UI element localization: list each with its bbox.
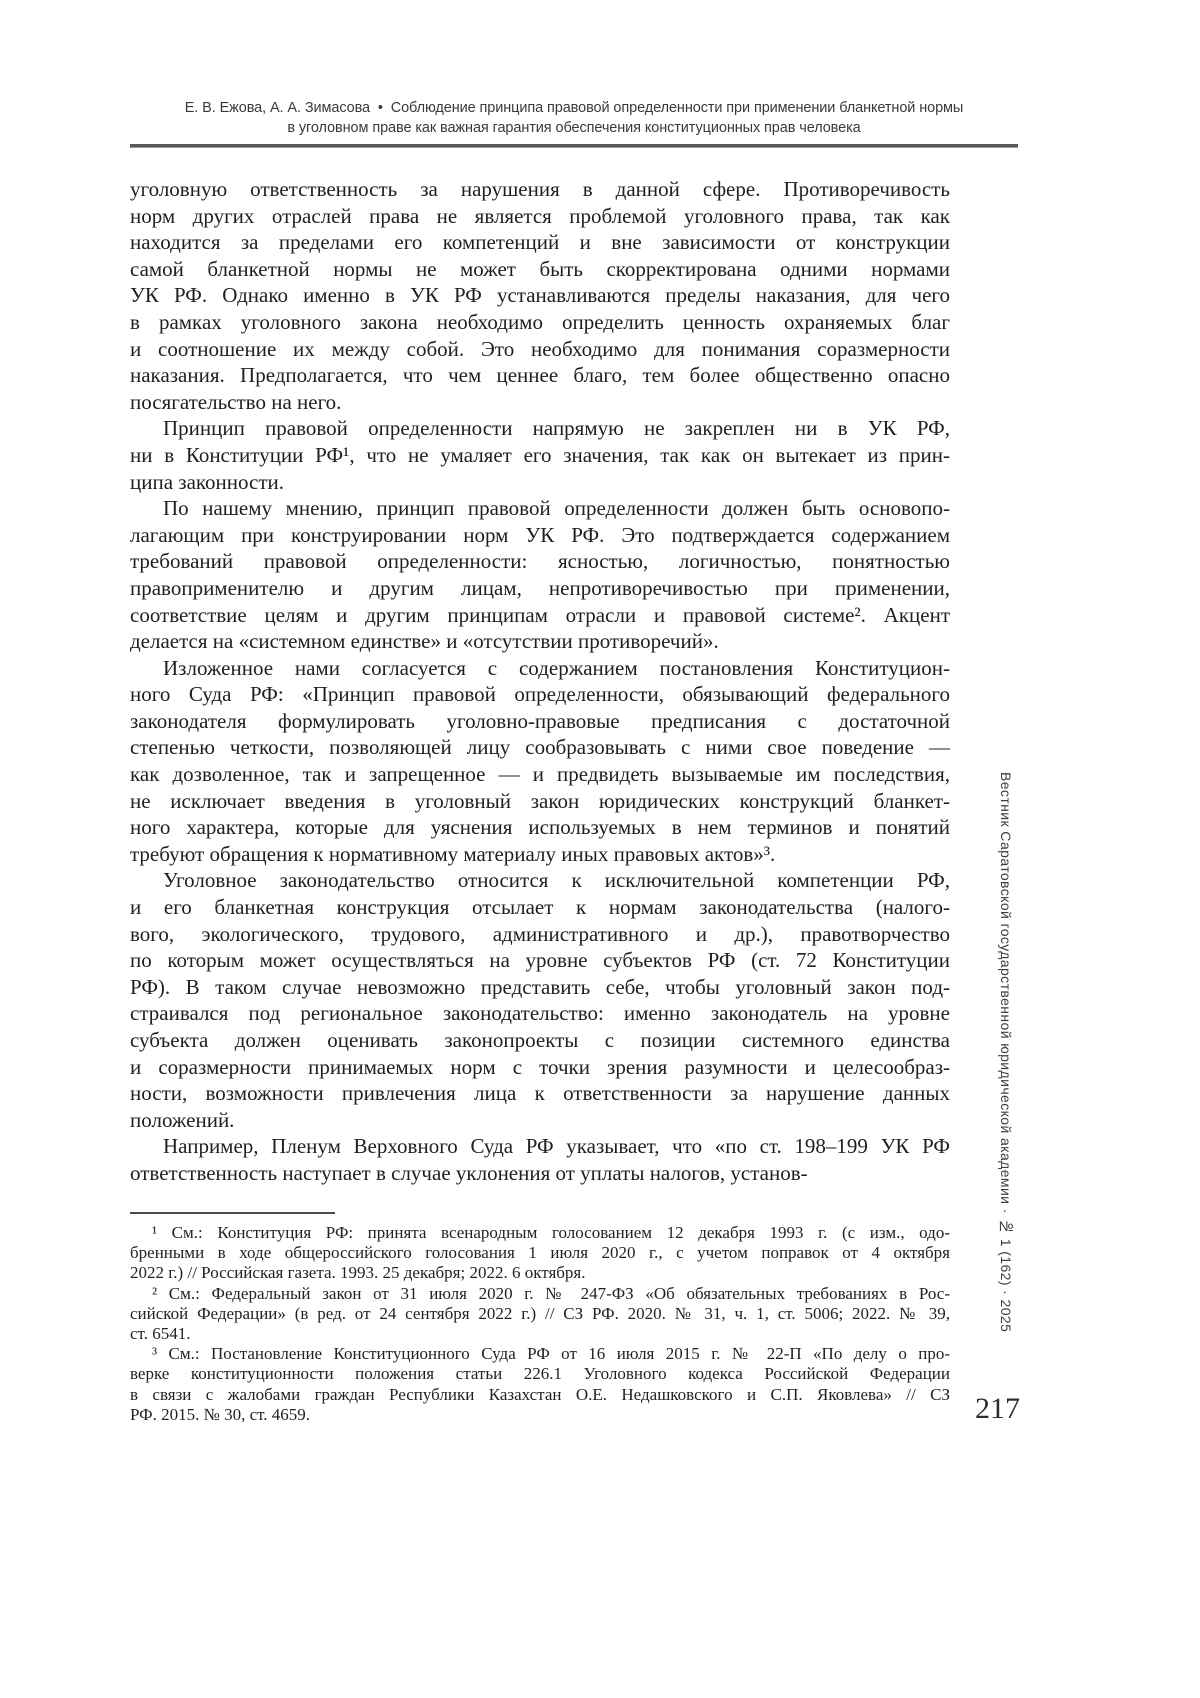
text-line: Принцип правовой определенности напрямую не закреплен ни в УК РФ, xyxy=(163,416,950,441)
text-line: вого, экологического, трудового, административного и др.), правотворчество xyxy=(130,921,950,946)
running-header xyxy=(130,99,1018,138)
text-line: и соотношение их между собой. Это необходимо для понимания соразмерности xyxy=(130,336,950,361)
text-line: РФ. 2015. № 30, ст. 4659. xyxy=(130,1404,311,1424)
paragraph xyxy=(130,1344,950,1425)
text-line: уголовную ответственность за нарушения в данной сфере. Противоречивость xyxy=(130,177,950,201)
paragraph xyxy=(130,867,950,1133)
text-line: и его бланкетная конструкция отсылает к нормам законодательства (налого- xyxy=(130,895,950,920)
text-line: сийской Федерации» (в ред. от 24 сентября 2022 г.) // СЗ РФ. 2020. № 31, ч. 1, ст. 5006; 2022. № 39, xyxy=(130,1303,950,1323)
paragraph xyxy=(130,495,950,655)
text-line: ности, возможности привлечения лица к ответственности за нарушение данных xyxy=(130,1081,950,1106)
text-line: ² См.: Федеральный закон от 31 июля 2020 г. № 247-ФЗ «Об обязательных требованиях в Рос- xyxy=(152,1283,950,1303)
paragraph xyxy=(130,1284,950,1345)
page-number: 217 xyxy=(975,1392,1020,1425)
text-line: соответствие целям и другим принципам отрасли и правовой системе². Акцент xyxy=(130,602,950,627)
text-line: делается на «системном единстве» и «отсутствии противоречий». xyxy=(130,629,719,654)
text-line: не исключает введения в уголовный закон юридических конструкций бланкет- xyxy=(130,788,950,813)
text-line: в связи с жалобами граждан Республики Казахстан О.Е. Недашковского и С.П. Яковлева» // СЗ xyxy=(130,1384,950,1404)
text-line: положений. xyxy=(130,1107,235,1132)
text-line: норм других отраслей права не является проблемой уголовного права, так как xyxy=(130,203,950,228)
text-line: По нашему мнению, принцип правовой определенности должен быть основопо- xyxy=(163,496,950,521)
text-line: Например, Пленум Верховного Суда РФ указывает, что «по ст. 198–199 УК РФ xyxy=(163,1134,950,1159)
text-line: требований правовой определенности: ясностью, логичностью, понятностью xyxy=(130,549,950,574)
text-line: ответственность наступает в случае уклонения от уплаты налогов, установ- xyxy=(130,1160,808,1185)
text-line: ного характера, которые для уяснения используемых в нем терминов и понятий xyxy=(130,815,950,840)
text-line: ного Суда РФ: «Принцип правовой определенности, обязывающий федерального xyxy=(130,682,950,707)
text-line: как дозволенное, так и запрещенное — и предвидеть вызываемые им последствия, xyxy=(130,762,950,787)
journal-title-vertical: Вестник Саратовской государственной юридической академии · № 1 (162) · 2025 xyxy=(998,772,1014,1333)
text-line: Изложенное нами согласуется с содержанием постановления Конституцион- xyxy=(163,655,950,680)
text-line: верке конституционности положения статьи 226.1 Уголовного кодекса Российской Федерации xyxy=(130,1364,950,1384)
running-header-line2: в уголовном праве как важная гарантия обеспечения конституционных прав человека xyxy=(287,119,861,136)
text-line: ципа законности. xyxy=(130,469,285,494)
text-line: ни в Конституции РФ¹, что не умаляет его значения, так как он вытекает из прин- xyxy=(130,442,950,467)
text-line: лагающим при конструировании норм УК РФ. Это подтверждается содержанием xyxy=(130,522,950,547)
paragraph xyxy=(130,1223,950,1284)
text-line: правоприменителю и другим лицам, непротиворечивостью при применении, xyxy=(130,575,950,600)
text-line: УК РФ. Однако именно в УК РФ устанавливаются пределы наказания, для чего xyxy=(130,283,950,308)
text-line: самой бланкетной нормы не может быть скорректирована одними нормами xyxy=(130,256,950,281)
text-line: посягательство на него. xyxy=(130,389,342,414)
text-line: страивался под региональное законодательство: именно законодатель на уровне xyxy=(130,1001,950,1026)
text-line: субъекта должен оценивать законопроекты с позиции системного единства xyxy=(130,1028,950,1052)
text-line: ³ См.: Постановление Конституционного Суда РФ от 16 июля 2015 г. № 22-П «По делу о про- xyxy=(152,1344,950,1364)
paragraph xyxy=(130,415,950,495)
header-rule xyxy=(130,144,1018,148)
text-line: требуют обращения к нормативному материалу иных правовых актов»³. xyxy=(130,841,776,866)
text-line: по которым может осуществляться на уровне субъектов РФ (ст. 72 Конституции xyxy=(130,948,950,973)
text-line: бренными в ходе общероссийского голосования 1 июля 2020 г., с учетом поправок от 4 октября xyxy=(130,1243,950,1263)
text-line: законодателя формулировать уголовно-правовые предписания с достаточной xyxy=(130,708,950,733)
footnotes xyxy=(130,1223,950,1425)
paragraph xyxy=(130,1133,950,1186)
text-line: Уголовное законодательство относится к исключительной компетенции РФ, xyxy=(163,868,950,893)
text-line: наказания. Предполагается, что чем ценнее благо, тем более общественно опасно xyxy=(130,363,950,388)
footnote-separator xyxy=(130,1212,335,1214)
text-line: ¹ См.: Конституция РФ: принята всенародным голосованием 12 декабря 1993 г. (с изм., одо- xyxy=(152,1223,950,1242)
text-line: в рамках уголовного закона необходимо определить ценность охраняемых благ xyxy=(130,309,950,334)
text-line: РФ). В таком случае невозможно представить себе, чтобы уголовный закон под- xyxy=(130,974,950,999)
text-line: 2022 г.) // Российская газета. 1993. 25 декабря; 2022. 6 октября. xyxy=(130,1263,586,1283)
text-line: степенью четкости, позволяющей лицу сообразовывать с ними свое поведение — xyxy=(130,735,950,760)
text-line: и соразмерности принимаемых норм с точки зрения разумности и целесообраз- xyxy=(130,1054,950,1079)
text-line: находится за пределами его компетенций и вне зависимости от конструкции xyxy=(130,230,950,255)
paragraph xyxy=(130,176,950,415)
running-header-line1: Е. В. Ежова, А. А. Зимасова • Соблюдение принципа правовой определенности при применении бланкетной нормы xyxy=(184,100,964,116)
paragraph xyxy=(130,655,950,868)
text-line: ст. 6541. xyxy=(130,1324,191,1344)
article-body xyxy=(130,176,950,1187)
